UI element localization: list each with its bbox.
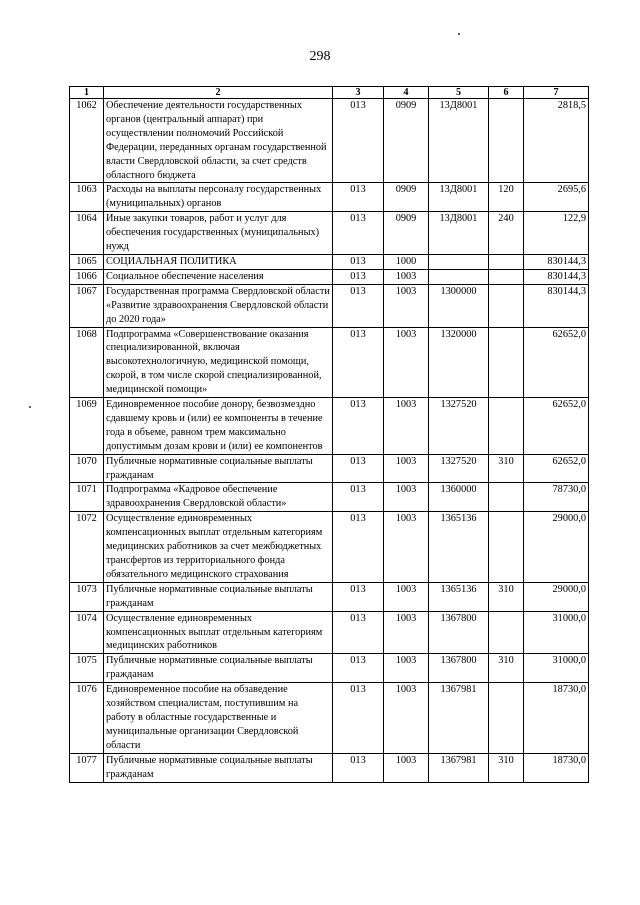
section-code-cell: 0909 <box>384 183 429 212</box>
amount-cell: 2695,6 <box>524 183 589 212</box>
section-code-cell: 0909 <box>384 212 429 255</box>
item-name-cell: Осуществление единовременных компенсационных выплат отдельным категориям медицинских работников за счет межбюджетных трансфертов из территориального фонда обязательного медицинского страхования <box>104 512 333 583</box>
section-code-cell: 1003 <box>384 483 429 512</box>
amount-cell: 78730,0 <box>524 483 589 512</box>
target-article-cell: 1367800 <box>429 654 489 683</box>
expense-type-cell <box>489 512 524 583</box>
item-name-cell: Публичные нормативные социальные выплаты гражданам <box>104 582 333 611</box>
table-row <box>70 753 589 782</box>
expense-type-cell: 310 <box>489 654 524 683</box>
item-name-cell: Государственная программа Свердловской области «Развитие здравоохранения Свердловской области до 2020 года» <box>104 284 333 327</box>
row-number-cell: 1072 <box>70 512 104 583</box>
row-number-cell: 1063 <box>70 183 104 212</box>
target-article-cell <box>429 269 489 284</box>
amount-cell: 29000,0 <box>524 582 589 611</box>
table-row <box>70 99 589 183</box>
item-name-cell: Публичные нормативные социальные выплаты гражданам <box>104 454 333 483</box>
item-name-cell: Осуществление единовременных компенсационных выплат отдельным категориям медицинских работников <box>104 611 333 654</box>
item-name-cell: Публичные нормативные социальные выплаты гражданам <box>104 753 333 782</box>
table-body <box>70 99 589 783</box>
ministry-code-cell: 013 <box>333 483 384 512</box>
expense-type-cell: 310 <box>489 582 524 611</box>
ministry-code-cell: 013 <box>333 512 384 583</box>
table-row <box>70 327 589 398</box>
table-row <box>70 183 589 212</box>
section-code-cell: 1003 <box>384 611 429 654</box>
table-row <box>70 654 589 683</box>
table-header <box>70 87 589 99</box>
amount-cell: 122,9 <box>524 212 589 255</box>
expense-type-cell: 310 <box>489 454 524 483</box>
table-row <box>70 582 589 611</box>
header-cell: 2 <box>104 87 333 99</box>
section-code-cell: 1003 <box>384 753 429 782</box>
target-article-cell: 1365136 <box>429 512 489 583</box>
expense-type-cell <box>489 683 524 754</box>
item-name-cell: Расходы на выплаты персоналу государственных (муниципальных) органов <box>104 183 333 212</box>
amount-cell: 62652,0 <box>524 454 589 483</box>
expense-type-cell: 240 <box>489 212 524 255</box>
row-number-cell: 1070 <box>70 454 104 483</box>
row-number-cell: 1076 <box>70 683 104 754</box>
section-code-cell: 1003 <box>384 512 429 583</box>
ministry-code-cell: 013 <box>333 327 384 398</box>
item-name-cell: Подпрограмма «Совершенствование оказания специализированной, включая высокотехнологичную, медицинской помощи, скорой, в том числе скорой специализированной, медицинской помощи» <box>104 327 333 398</box>
amount-cell: 31000,0 <box>524 611 589 654</box>
header-cell: 3 <box>333 87 384 99</box>
expense-type-cell <box>489 99 524 183</box>
target-article-cell: 1365136 <box>429 582 489 611</box>
table-row <box>70 512 589 583</box>
item-name-cell: Подпрограмма «Кадровое обеспечение здравоохранения Свердловской области» <box>104 483 333 512</box>
header-cell: 6 <box>489 87 524 99</box>
ministry-code-cell: 013 <box>333 398 384 455</box>
header-cell: 1 <box>70 87 104 99</box>
ministry-code-cell: 013 <box>333 183 384 212</box>
section-code-cell: 1003 <box>384 454 429 483</box>
target-article-cell: 1367981 <box>429 683 489 754</box>
scan-speck <box>458 33 460 35</box>
ministry-code-cell: 013 <box>333 284 384 327</box>
amount-cell: 830144,3 <box>524 284 589 327</box>
table-row <box>70 254 589 269</box>
ministry-code-cell: 013 <box>333 212 384 255</box>
expense-type-cell: 310 <box>489 753 524 782</box>
row-number-cell: 1071 <box>70 483 104 512</box>
section-code-cell: 1003 <box>384 398 429 455</box>
table-row <box>70 398 589 455</box>
expense-type-cell <box>489 269 524 284</box>
expense-type-cell <box>489 398 524 455</box>
header-cell: 4 <box>384 87 429 99</box>
row-number-cell: 1077 <box>70 753 104 782</box>
expense-type-cell <box>489 254 524 269</box>
expense-type-cell: 120 <box>489 183 524 212</box>
ministry-code-cell: 013 <box>333 654 384 683</box>
item-name-cell: Публичные нормативные социальные выплаты гражданам <box>104 654 333 683</box>
amount-cell: 31000,0 <box>524 654 589 683</box>
budget-table <box>69 86 589 783</box>
row-number-cell: 1074 <box>70 611 104 654</box>
target-article-cell: 1367981 <box>429 753 489 782</box>
table-row <box>70 269 589 284</box>
row-number-cell: 1064 <box>70 212 104 255</box>
header-cell: 5 <box>429 87 489 99</box>
amount-cell: 18730,0 <box>524 683 589 754</box>
target-article-cell: 1327520 <box>429 398 489 455</box>
expense-type-cell <box>489 284 524 327</box>
table-row <box>70 611 589 654</box>
item-name-cell: Единовременное пособие на обзаведение хозяйством специалистам, поступившим на работу в областные государственные и муниципальные организации Свердловской области <box>104 683 333 754</box>
target-article-cell: 1327520 <box>429 454 489 483</box>
row-number-cell: 1067 <box>70 284 104 327</box>
amount-cell: 29000,0 <box>524 512 589 583</box>
target-article-cell: 13Д8001 <box>429 99 489 183</box>
amount-cell: 62652,0 <box>524 398 589 455</box>
amount-cell: 18730,0 <box>524 753 589 782</box>
expense-type-cell <box>489 611 524 654</box>
table-row <box>70 683 589 754</box>
ministry-code-cell: 013 <box>333 454 384 483</box>
expense-type-cell <box>489 327 524 398</box>
row-number-cell: 1065 <box>70 254 104 269</box>
item-name-cell: Обеспечение деятельности государственных органов (центральный аппарат) при осуществлении полномочий Российской Федерации, переданных органам государственной власти Свердловской области, за счет средств областного бюджета <box>104 99 333 183</box>
section-code-cell: 1003 <box>384 269 429 284</box>
row-number-cell: 1066 <box>70 269 104 284</box>
item-name-cell: СОЦИАЛЬНАЯ ПОЛИТИКА <box>104 254 333 269</box>
header-cell: 7 <box>524 87 589 99</box>
target-article-cell: 13Д8001 <box>429 183 489 212</box>
section-code-cell: 1000 <box>384 254 429 269</box>
section-code-cell: 1003 <box>384 284 429 327</box>
target-article-cell: 1320000 <box>429 327 489 398</box>
ministry-code-cell: 013 <box>333 269 384 284</box>
target-article-cell: 1360000 <box>429 483 489 512</box>
amount-cell: 2818,5 <box>524 99 589 183</box>
row-number-cell: 1068 <box>70 327 104 398</box>
row-number-cell: 1062 <box>70 99 104 183</box>
section-code-cell: 0909 <box>384 99 429 183</box>
target-article-cell <box>429 254 489 269</box>
section-code-cell: 1003 <box>384 654 429 683</box>
target-article-cell: 13Д8001 <box>429 212 489 255</box>
target-article-cell: 1367800 <box>429 611 489 654</box>
item-name-cell: Иные закупки товаров, работ и услуг для обеспечения государственных (муниципальных) нужд <box>104 212 333 255</box>
ministry-code-cell: 013 <box>333 753 384 782</box>
ministry-code-cell: 013 <box>333 611 384 654</box>
table-row <box>70 212 589 255</box>
ministry-code-cell: 013 <box>333 582 384 611</box>
table-row <box>70 483 589 512</box>
amount-cell: 62652,0 <box>524 327 589 398</box>
section-code-cell: 1003 <box>384 683 429 754</box>
page-number: 298 <box>309 49 331 64</box>
ministry-code-cell: 013 <box>333 254 384 269</box>
table-row <box>70 284 589 327</box>
ministry-code-cell: 013 <box>333 683 384 754</box>
target-article-cell: 1300000 <box>429 284 489 327</box>
amount-cell: 830144,3 <box>524 269 589 284</box>
scan-speck <box>29 406 31 408</box>
section-code-cell: 1003 <box>384 582 429 611</box>
expense-type-cell <box>489 483 524 512</box>
row-number-cell: 1073 <box>70 582 104 611</box>
table-row <box>70 454 589 483</box>
row-number-cell: 1075 <box>70 654 104 683</box>
row-number-cell: 1069 <box>70 398 104 455</box>
section-code-cell: 1003 <box>384 327 429 398</box>
item-name-cell: Единовременное пособие донору, безвозмездно сдавшему кровь и (или) ее компоненты в течение года в объеме, равном трем максимально допустимым дозам крови и (или) ее компонентов <box>104 398 333 455</box>
amount-cell: 830144,3 <box>524 254 589 269</box>
ministry-code-cell: 013 <box>333 99 384 183</box>
item-name-cell: Социальное обеспечение населения <box>104 269 333 284</box>
header-row <box>70 87 589 99</box>
